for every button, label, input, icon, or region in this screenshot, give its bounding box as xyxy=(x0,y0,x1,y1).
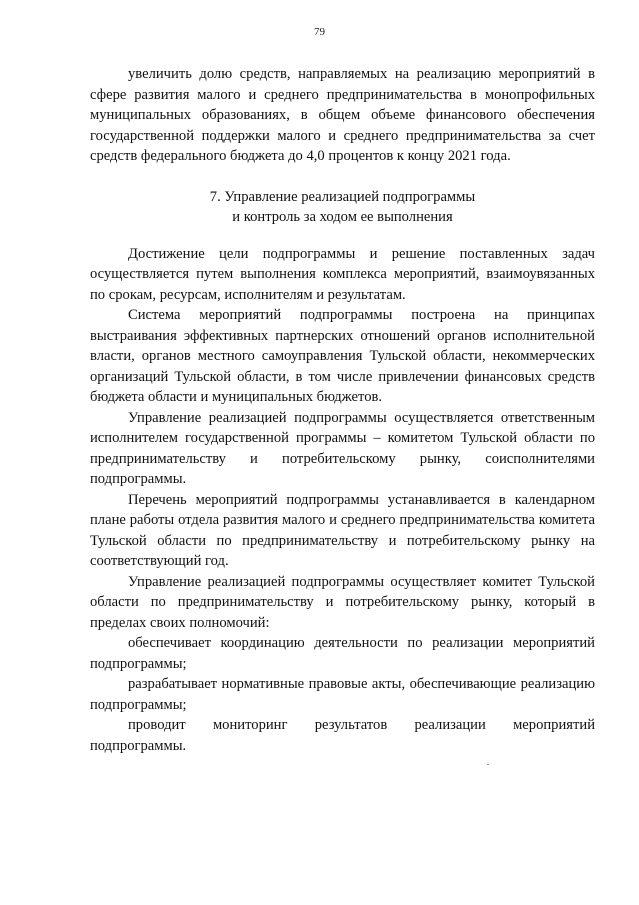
intro-paragraph: увеличить долю средств, направляемых на реализацию мероприятий в сфере развития малого и среднего предпринимательства в монопрофильных муниципальных образованиях, в общем объеме финансового обеспечения государственной поддержки малого и среднего предпринимательства за счет средств федерального бюджета до 4,0 процентов к концу 2021 года. xyxy=(90,66,595,164)
list-item-legal-acts: разрабатывает нормативные правовые акты, обеспечивающие реализацию подпрограммы; xyxy=(90,676,595,713)
paragraph-activities-list: Перечень мероприятий подпрограммы устанавливается в календарном плане работы отдела развития малого и среднего предпринимательства комитета Тульской области по предпринимательству и потребительскому рынку на соответствующий год. xyxy=(90,491,595,569)
paragraph-goal-achievement: Достижение цели подпрограммы и решение поставленных задач осуществляется путем выполнения комплекса мероприятий, взаимоувязанных по срокам, ресурсам, исполнителям и результатам. xyxy=(90,245,595,303)
section-heading-line-1: 7. Управление реализацией подпрограммы xyxy=(209,188,476,205)
section-heading xyxy=(90,187,595,228)
scan-speck xyxy=(487,764,489,765)
paragraph-activities-system: Система мероприятий подпрограммы построена на принципах выстраивания эффективных партнерских отношений органов исполнительной власти, органов местного самоуправления Тульской области, некоммерческих организаций Тульской области, в том числе привлечении финансовых средств бюджета области и муниципальных бюджетов. xyxy=(90,307,595,405)
page-body xyxy=(90,64,595,756)
paragraph-management-executor: Управление реализацией подпрограммы осуществляется ответственным исполнителем государственной программы – комитетом Тульской области по предпринимательству и потребительскому рынку, соисполнителями подпрограммы. xyxy=(90,409,595,487)
paragraph-committee-powers: Управление реализацией подпрограммы осуществляет комитет Тульской области по предпринимательству и потребительскому рынку, который в пределах своих полномочий: xyxy=(90,573,595,631)
page-number: 79 xyxy=(314,26,325,38)
section-heading-line-2: и контроль за ходом ее выполнения xyxy=(232,209,453,225)
list-item-coordination: обеспечивает координацию деятельности по реализации мероприятий подпрограммы; xyxy=(90,635,595,672)
list-item-monitoring: проводит мониторинг результатов реализации мероприятий подпрограммы. xyxy=(90,717,595,754)
